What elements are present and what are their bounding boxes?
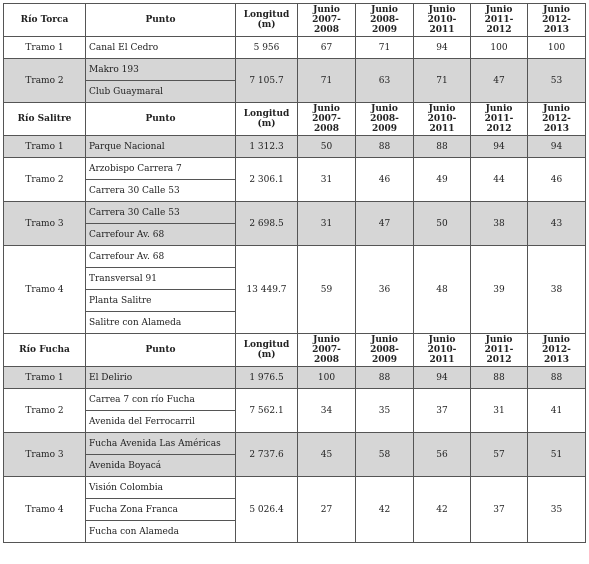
column-header-longitud: Longitud (m) <box>236 4 298 37</box>
column-header-year: Junio 2011-2012 <box>471 103 528 136</box>
column-header-year: Junio 2010-2011 <box>414 334 471 367</box>
point-name: Carrea 7 con río Fucha <box>86 389 236 411</box>
point-name: Fucha Zona Franca <box>86 499 236 521</box>
table-row <box>4 37 586 59</box>
year-value: 56 <box>414 433 471 477</box>
column-header-year: Junio 2010-2011 <box>414 103 471 136</box>
year-value: 44 <box>471 158 528 202</box>
length-value: 7 105.7 <box>236 59 298 103</box>
year-value: 42 <box>356 477 414 543</box>
year-value: 71 <box>298 59 356 103</box>
year-value: 42 <box>414 477 471 543</box>
column-header-year: Junio 2007-2008 <box>298 4 356 37</box>
point-name: Carrera 30 Calle 53 <box>86 202 236 224</box>
point-name: Avenida Boyacá <box>86 455 236 477</box>
length-value: 13 449.7 <box>236 246 298 334</box>
year-value: 51 <box>528 433 586 477</box>
year-value: 38 <box>528 246 586 334</box>
length-value: 5 956 <box>236 37 298 59</box>
column-header-year: Junio 2011-2012 <box>471 334 528 367</box>
point-name: El Delirio <box>86 367 236 389</box>
tramo-label: Tramo 4 <box>4 246 86 334</box>
tramo-label: Tramo 4 <box>4 477 86 543</box>
river-name: Río Fucha <box>4 334 86 367</box>
year-value: 94 <box>471 136 528 158</box>
length-value: 2 737.6 <box>236 433 298 477</box>
section-header-row <box>4 334 586 367</box>
length-value: 1 976.5 <box>236 367 298 389</box>
point-name: Arzobispo Carrera 7 <box>86 158 236 180</box>
point-name: Carrefour Av. 68 <box>86 246 236 268</box>
column-header-year: Junio 2007-2008 <box>298 103 356 136</box>
year-value: 46 <box>356 158 414 202</box>
year-value: 47 <box>356 202 414 246</box>
table-row <box>4 59 586 81</box>
column-header-year: Junio 2012-2013 <box>528 4 586 37</box>
year-value: 39 <box>471 246 528 334</box>
point-name: Canal El Cedro <box>86 37 236 59</box>
point-name: Makro 193 <box>86 59 236 81</box>
point-name: Fucha Avenida Las Américas <box>86 433 236 455</box>
point-name: Visión Colombia <box>86 477 236 499</box>
river-name: Río Torca <box>4 4 86 37</box>
year-value: 71 <box>356 37 414 59</box>
year-value: 31 <box>298 202 356 246</box>
year-value: 94 <box>414 37 471 59</box>
year-value: 50 <box>414 202 471 246</box>
year-value: 36 <box>356 246 414 334</box>
year-value: 50 <box>298 136 356 158</box>
table-row <box>4 158 586 180</box>
year-value: 45 <box>298 433 356 477</box>
year-value: 43 <box>528 202 586 246</box>
column-header-year: Junio 2010-2011 <box>414 4 471 37</box>
tramo-label: Tramo 1 <box>4 367 86 389</box>
column-header-year: Junio 2007-2008 <box>298 334 356 367</box>
section-header-row <box>4 103 586 136</box>
year-value: 47 <box>471 59 528 103</box>
year-value: 41 <box>528 389 586 433</box>
year-value: 53 <box>528 59 586 103</box>
column-header-longitud: Longitud (m) <box>236 334 298 367</box>
point-name: Fucha con Alameda <box>86 521 236 543</box>
table-body <box>4 4 586 543</box>
year-value: 100 <box>298 367 356 389</box>
year-value: 38 <box>471 202 528 246</box>
year-value: 37 <box>414 389 471 433</box>
column-header-longitud: Longitud (m) <box>236 103 298 136</box>
point-name: Carrefour Av. 68 <box>86 224 236 246</box>
column-header-year: Junio 2008-2009 <box>356 4 414 37</box>
river-name: Río Salitre <box>4 103 86 136</box>
section-header-row <box>4 4 586 37</box>
tramo-label: Tramo 2 <box>4 59 86 103</box>
length-value: 5 026.4 <box>236 477 298 543</box>
column-header-punto: Punto <box>86 103 236 136</box>
length-value: 2 306.1 <box>236 158 298 202</box>
year-value: 46 <box>528 158 586 202</box>
tramo-label: Tramo 3 <box>4 202 86 246</box>
tramo-label: Tramo 3 <box>4 433 86 477</box>
year-value: 88 <box>356 136 414 158</box>
table-container <box>3 3 586 543</box>
table-row <box>4 136 586 158</box>
tramo-label: Tramo 2 <box>4 158 86 202</box>
tramo-label: Tramo 1 <box>4 37 86 59</box>
column-header-year: Junio 2008-2009 <box>356 103 414 136</box>
river-quality-table <box>3 3 586 543</box>
year-value: 94 <box>414 367 471 389</box>
year-value: 31 <box>471 389 528 433</box>
year-value: 71 <box>414 59 471 103</box>
year-value: 35 <box>356 389 414 433</box>
year-value: 58 <box>356 433 414 477</box>
column-header-year: Junio 2008-2009 <box>356 334 414 367</box>
point-name: Avenida del Ferrocarril <box>86 411 236 433</box>
length-value: 1 312.3 <box>236 136 298 158</box>
point-name: Carrera 30 Calle 53 <box>86 180 236 202</box>
point-name: Planta Salitre <box>86 290 236 312</box>
point-name: Club Guaymaral <box>86 81 236 103</box>
point-name: Transversal 91 <box>86 268 236 290</box>
year-value: 88 <box>414 136 471 158</box>
year-value: 88 <box>356 367 414 389</box>
table-row <box>4 202 586 224</box>
year-value: 100 <box>528 37 586 59</box>
column-header-year: Junio 2011-2012 <box>471 4 528 37</box>
table-row <box>4 367 586 389</box>
year-value: 67 <box>298 37 356 59</box>
year-value: 57 <box>471 433 528 477</box>
year-value: 59 <box>298 246 356 334</box>
year-value: 94 <box>528 136 586 158</box>
column-header-punto: Punto <box>86 4 236 37</box>
point-name: Salitre con Alameda <box>86 312 236 334</box>
year-value: 63 <box>356 59 414 103</box>
year-value: 31 <box>298 158 356 202</box>
year-value: 37 <box>471 477 528 543</box>
table-row <box>4 389 586 411</box>
length-value: 2 698.5 <box>236 202 298 246</box>
year-value: 100 <box>471 37 528 59</box>
year-value: 88 <box>528 367 586 389</box>
year-value: 48 <box>414 246 471 334</box>
column-header-punto: Punto <box>86 334 236 367</box>
length-value: 7 562.1 <box>236 389 298 433</box>
tramo-label: Tramo 2 <box>4 389 86 433</box>
column-header-year: Junio 2012-2013 <box>528 334 586 367</box>
year-value: 35 <box>528 477 586 543</box>
table-row <box>4 477 586 499</box>
year-value: 27 <box>298 477 356 543</box>
tramo-label: Tramo 1 <box>4 136 86 158</box>
table-row <box>4 246 586 268</box>
year-value: 88 <box>471 367 528 389</box>
table-row <box>4 433 586 455</box>
year-value: 34 <box>298 389 356 433</box>
column-header-year: Junio 2012-2013 <box>528 103 586 136</box>
point-name: Parque Nacional <box>86 136 236 158</box>
year-value: 49 <box>414 158 471 202</box>
